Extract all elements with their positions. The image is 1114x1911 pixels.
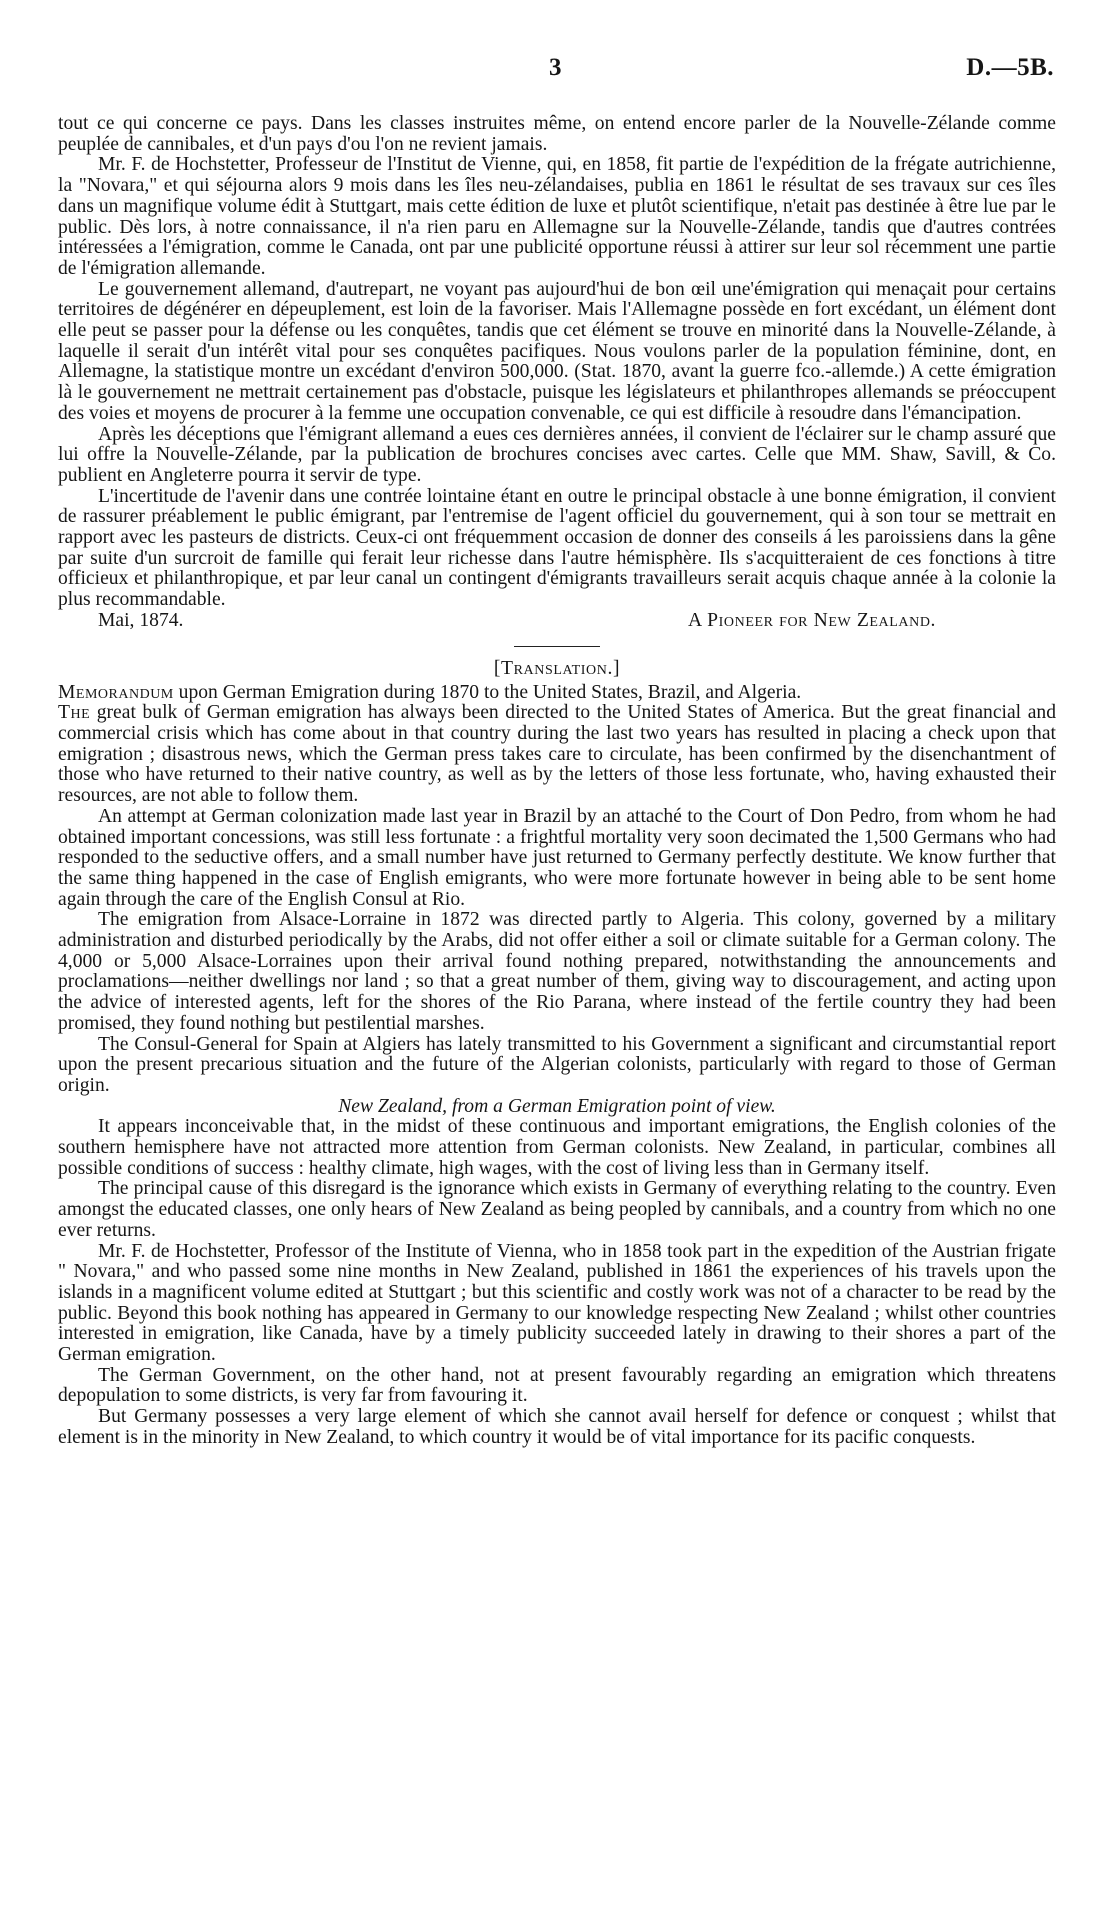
translation-paragraph-3: The emigration from Alsace-Lorraine in 1872 was directed partly to Algeria. This colony, governed by a military administration and disturbed periodically by the Arabs, did not offer either a soil or climate suitable for a German colony. The 4,000 or 5,000 Alsace-Lorraines upon their arrival found nothing prepared, notwithstanding the announcements and proclamations—neither dwellings nor land ; so that a great number of them, giving way to discouragement, and acting upon the advice of interested agents, left for the shores of the Rio Parana, where instead of the fertile country they had been promised, they found nothing but pestilential marshes. [58, 909, 1056, 1034]
letter-signature: A Pioneer for New Zealand. [688, 609, 937, 631]
translation-paragraph-9: But Germany possesses a very large element of which she cannot avail herself for defence or conquest ; whilst that element is in the minority in New Zealand, to which country it would be of vital importance for its pacific conquests. [58, 1406, 1056, 1448]
translation-paragraph-1 [58, 703, 1056, 807]
french-paragraph-0: tout ce qui concerne ce pays. Dans les classes instruites même, on entend encore parler de la Nouvelle-Zélande comme peuplée de cannibales, et d'un pays d'ou l'on ne revient jamais. [58, 113, 1056, 155]
letter-date: Mai, 1874. [98, 609, 184, 631]
section-divider [514, 646, 600, 647]
translation-paragraph-6: The principal cause of this disregard is the ignorance which exists in Germany of everything relating to the country. Even amongst the educated classes, one only hears of New Zealand as being peopled by cannibals, and a country from which no one ever returns. [58, 1178, 1056, 1241]
french-paragraph-3: Après les déceptions que l'émigrant allemand a eues ces dernières années, il convient de l'éclairer sur le champ assuré que lui offre la Nouvelle-Zélande, par la publication de brochures concises avec cartes. Celle que MM. Shaw, Savill, & Co. publient en Angleterre pourra it servir de type. [58, 423, 1056, 486]
french-paragraph-4: L'incertitude de l'avenir dans une contrée lointaine étant en outre le principal obstacle à une bonne émigration, il convient de rassurer préablement le public émigrant, par l'entremise de l'agent officiel du gouvernement, qui à son tour se mettrait en rapport avec les pasteurs de districts. Ceux-ci ont fréquemment occasion de donner des conseils á les paroissiens dans la gêne par suite d'un surcroit de famille qui ferait leur richesse dans l'autre hémisphère. Ils s'acquitteraient de ces fonctions à titre officieux et philanthropique, et par leur canal un contingent d'émigrants travailleurs serait acquis chaque année à la colonie la plus recommandable. [58, 485, 1056, 611]
paragraph-rest: great bulk of German emigration has always been directed to the United States of America. But the great financial and commercial crisis which has come about in that country during the last two years has resulted in placing a check upon that emigration ; disastrous news, which the German press takes care to circulate, has been confirmed by the disenchantment of those who have returned to their native country, as well as by the letters of those less fortunate, who, having exhausted their resources, are not able to follow them. [58, 702, 1056, 807]
french-paragraph-1: Mr. F. de Hochstetter, Professeur de l'Institut de Vienne, qui, en 1858, fit partie de l'expédition de la frégate autrichienne, la "Novara," et qui séjourna alors 9 mois dans les îles neu-zélandaises, publia en 1861 le résultat de ses travaux sur ces îles dans un magnifique volume édit à Stuttgart, mais cette édition de luxe et plutôt scientifique, n'etait pas destinée à être lue par le public. Dès lors, à notre connaissance, il n'a rien paru en Allemagne sur la Nouvelle-Zélande, tandis que d'autres contrées intéressées a l'émigration, comme le Canada, ont par une publicité opportune réussi à attirer sur leur sol récemment une partie de l'émigration allemande. [58, 154, 1056, 279]
page-number: 3 [549, 54, 562, 81]
french-paragraph-2: Le gouvernement allemand, d'autrepart, ne voyant pas aujourd'hui de bon œil une'émigration qui menaçait pour certains territoires de dégénérer en dépeuplement, est loin de la favoriser. Mais l'Allemagne possède en fort excédant, un élément dont elle peut se passer pour la défense ou les conquêtes, tandis que cet élément se trouve en minorité dans la Nouvelle-Zélande, à laquelle il serait d'un intérêt vital pour ses conquêtes pacifiques. Nous voulons parler de la population féminine, dont, en Allemagne, la statistique montre un excédant d'environ 500,000. (Stat. 1870, avant la guerre fco.-allemde.) A cette émigration là le gouvernement ne mettrait certainement pas d'obstacle, puisque les législateurs et philanthropes allemands se préoccupent des voies et moyens de procurer à la femme une occupation convenable, ce qui est difficile à resoudre dans l'émancipation. [58, 278, 1056, 424]
page-header [0, 54, 1114, 84]
document-reference: D.—5B. [966, 54, 1054, 81]
translation-paragraph-4: The Consul-General for Spain at Algiers has lately transmitted to his Government a significant and circumstantial report upon the present precarious situation and the future of the Algerian colonists, particularly with regard to those of German origin. [58, 1033, 1056, 1096]
translation-label: [Translation.] [493, 657, 621, 679]
memorandum-rest: upon German Emigration during 1870 to the United States, Brazil, and Algeria. [173, 681, 802, 703]
memorandum-lead: Memorandum [58, 681, 174, 703]
french-section [58, 114, 1056, 1449]
translation-paragraph-8: The German Government, on the other hand, not at present favourably regarding an emigration which threatens depopulation to some districts, is very far from favouring it. [58, 1364, 1056, 1407]
section-subheading: New Zealand, from a German Emigration point of view. [338, 1095, 776, 1117]
translation-paragraph-2: An attempt at German colonization made last year in Brazil by an attaché to the Court of Don Pedro, from whom he had obtained important concessions, was still less fortunate : a frightful mortality very soon decimated the 1,500 Germans who had responded to the seductive offers, and a small number have just returned to Germany perfectly destitute. We know further that the same thing happened in the case of English emigrants, who were more fortunate however in being able to be sent home again through the care of the English Consul at Rio. [58, 805, 1056, 910]
signature-line [58, 611, 1056, 632]
translation-paragraph-7: Mr. F. de Hochstetter, Professor of the Institute of Vienna, who in 1858 took part in the expedition of the Austrian frigate " Novara," and who passed some nine months in New Zealand, published in 1861 the experiences of his travels upon the islands in a magnificent volume edited at Stuttgart ; but this scientific and costly work was not of a character to be read by the public. Beyond this book nothing has appeared in Germany to our knowledge respecting New Zealand ; whilst other countries interested in emigration, like Canada, have by a timely publicity succeeded lately in drawing to their shores a part of the German emigration. [58, 1240, 1056, 1366]
paragraph-lead: The [58, 702, 91, 724]
translation-paragraph-5: It appears inconceivable that, in the midst of these continuous and important emigrations, the English colonies of the southern hemisphere have not attracted more attention from German colonists. New Zealand, in particular, combines all possible conditions of success : healthy climate, high wages, with the cost of living less than in Germany itself. [58, 1116, 1056, 1179]
memorandum-title [58, 683, 1056, 704]
